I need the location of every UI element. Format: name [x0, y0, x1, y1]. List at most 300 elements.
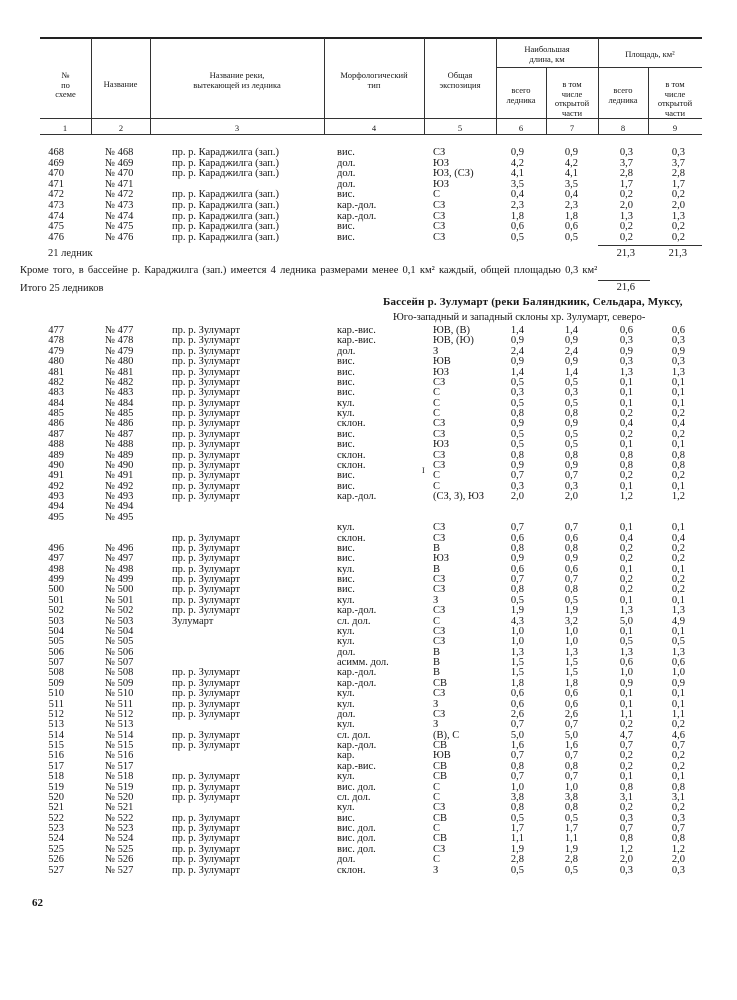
length-open: 1,9 — [564, 843, 578, 855]
exposure: С — [433, 387, 441, 399]
morph-type: вис. — [337, 387, 355, 399]
exposure: В — [433, 563, 441, 575]
morph-type: кар.-дол. — [337, 491, 377, 502]
river-name: пр. р. Караджилга (зап.) — [172, 147, 280, 158]
glacier-name: № 497 — [105, 553, 134, 565]
glacier-name: № 512 — [105, 708, 134, 720]
area-open: 1,3 — [671, 366, 685, 378]
area-total: 3,7 — [619, 157, 633, 169]
length-total: 4,1 — [510, 168, 524, 180]
glacier-name: № 502 — [105, 605, 134, 617]
exposure: (СЗ, З), ЮЗ — [433, 491, 485, 502]
glacier-number: 504 — [48, 625, 64, 637]
area-open: 0,3 — [671, 147, 685, 158]
length-open: 1,0 — [564, 636, 578, 648]
river-name: пр. р. Зулумарт — [172, 345, 240, 357]
morph-type: кар.-дол. — [337, 667, 377, 679]
exposure: СЗ — [433, 199, 446, 211]
morph-type: вис. — [337, 812, 355, 824]
area-open: 0,2 — [671, 719, 685, 731]
area-total: 0,9 — [619, 677, 633, 689]
area-total: 1,7 — [619, 178, 633, 190]
river-name: пр. р. Зулумарт — [172, 843, 240, 855]
glacier-count-label: 21 ледник — [48, 248, 93, 259]
length-total: 1,0 — [510, 781, 524, 793]
exposure: С — [433, 397, 441, 409]
glacier-name: № 495 — [105, 511, 134, 523]
length-total: 4,3 — [510, 615, 524, 627]
glacier-name: № 493 — [105, 491, 134, 502]
river-name: пр. р. Караджилга (зап.) — [172, 221, 280, 233]
glacier-number: 518 — [48, 771, 64, 783]
river-name: пр. р. Зулумарт — [172, 781, 240, 793]
header-area-open: в том числе открытой части — [657, 79, 693, 118]
area-open: 1,1 — [671, 708, 685, 720]
length-total: 0,8 — [510, 408, 524, 419]
length-open: 0,6 — [564, 688, 578, 700]
morph-type: вис. дол. — [337, 833, 376, 845]
area-total: 0,3 — [619, 356, 633, 368]
glacier-name: № 519 — [105, 781, 134, 793]
area-total: 1,3 — [619, 366, 633, 378]
area-open: 0,1 — [671, 397, 685, 409]
morph-type: склон. — [337, 418, 366, 430]
river-name: пр. р. Зулумарт — [172, 387, 240, 399]
length-open: 0,9 — [564, 335, 578, 347]
header-col-exposure: Общая экспозиция — [439, 70, 481, 90]
header-group-rule — [496, 67, 702, 68]
exposure: СЗ — [433, 605, 446, 617]
area-total: 0,1 — [619, 387, 633, 399]
exposure: СЗ — [433, 843, 446, 855]
morph-type: вис. — [337, 574, 355, 585]
length-total: 0,7 — [510, 719, 524, 731]
morph-type: вис. — [337, 221, 355, 233]
area-total: 4,7 — [619, 729, 633, 741]
exposure: СЗ — [433, 221, 446, 233]
glacier-name: № 509 — [105, 677, 134, 689]
glacier-name: № 472 — [105, 189, 134, 201]
area-total: 0,3 — [619, 147, 633, 158]
length-total: 1,3 — [510, 646, 524, 658]
area-total: 0,1 — [619, 563, 633, 575]
exposure: ЮЗ — [433, 157, 450, 169]
exposure: З — [433, 698, 439, 710]
length-open: 5,0 — [564, 729, 578, 741]
length-open: 0,5 — [564, 812, 578, 824]
length-open: 2,4 — [564, 345, 578, 357]
glacier-number: 487 — [48, 428, 64, 440]
length-total: 0,6 — [510, 688, 524, 700]
glacier-name: № 487 — [105, 428, 134, 440]
area-open: 0,6 — [671, 325, 685, 336]
morph-type: кул. — [337, 698, 355, 710]
length-total: 4,2 — [510, 157, 524, 169]
area-total: 1,0 — [619, 667, 633, 679]
glacier-name: № 479 — [105, 345, 134, 357]
glacier-name: № 475 — [105, 221, 134, 233]
exposure: З — [433, 594, 439, 606]
glacier-name: № 496 — [105, 542, 134, 554]
exposure: СЗ — [433, 532, 446, 544]
table-row — [0, 606, 737, 616]
glacier-number: 495 — [48, 511, 64, 523]
exposure: ЮЗ — [433, 366, 450, 378]
length-open: 2,6 — [564, 708, 578, 720]
glacier-number: 503 — [48, 615, 64, 627]
morph-type: кул. — [337, 594, 355, 606]
morph-type: дол. — [337, 157, 356, 169]
exposure: СЗ — [433, 428, 446, 440]
exposure: СЗ — [433, 708, 446, 720]
morph-type: вис. — [337, 428, 355, 440]
length-open: 1,4 — [564, 325, 578, 336]
river-name: пр. р. Зулумарт — [172, 418, 240, 430]
area-open: 1,7 — [671, 178, 685, 190]
length-total: 1,9 — [510, 843, 524, 855]
exposure: ЮЗ — [433, 439, 450, 451]
glacier-name: № 503 — [105, 615, 134, 627]
area-open: 0,1 — [671, 480, 685, 492]
grand-total-label: Итого 25 ледников — [20, 283, 104, 294]
table-row — [0, 689, 737, 699]
header-len-open: в том числе открытой части — [554, 79, 590, 118]
length-total: 0,9 — [510, 335, 524, 347]
exposure: ЮЗ, (СЗ) — [433, 168, 474, 180]
exposure: СЗ — [433, 688, 446, 700]
glacier-number: 486 — [48, 418, 64, 430]
length-open: 0,8 — [564, 408, 578, 419]
length-total: 0,5 — [510, 864, 524, 876]
glacier-name: № 470 — [105, 168, 134, 180]
length-open: 0,6 — [564, 698, 578, 710]
river-name: пр. р. Зулумарт — [172, 729, 240, 741]
length-total: 0,5 — [510, 594, 524, 606]
morph-type: кул. — [337, 636, 355, 648]
exposure: СЗ — [433, 147, 446, 158]
exposure: З — [433, 345, 439, 357]
area-total: 0,7 — [619, 740, 633, 751]
glacier-name: № 498 — [105, 563, 134, 575]
glacier-name: № 505 — [105, 636, 134, 648]
exposure: В — [433, 542, 441, 554]
area-total: 0,2 — [619, 750, 633, 762]
glacier-name: № 527 — [105, 864, 134, 876]
header-col-number: № по схеме — [55, 70, 76, 99]
area-total: 0,7 — [619, 823, 633, 834]
exposure: СВ — [433, 833, 448, 845]
morph-type: дол. — [337, 178, 356, 190]
glacier-number: 509 — [48, 677, 64, 689]
length-open: 3,8 — [564, 791, 578, 803]
header-area-total: всего ледника — [608, 85, 638, 105]
river-name: пр. р. Караджилга (зап.) — [172, 231, 280, 243]
area-total: 1,3 — [619, 605, 633, 617]
glacier-name: № 469 — [105, 157, 134, 169]
length-open: 0,8 — [564, 449, 578, 461]
area-open: 0,1 — [671, 563, 685, 575]
glacier-name: № 504 — [105, 625, 134, 637]
length-total: 1,4 — [510, 325, 524, 336]
area-open: 0,7 — [671, 740, 685, 751]
morph-type: вис. — [337, 376, 355, 388]
area-total: 1,2 — [619, 491, 633, 502]
morph-type: дол. — [337, 646, 356, 658]
glacier-name: № 524 — [105, 833, 134, 845]
river-name: пр. р. Зулумарт — [172, 459, 240, 471]
area-open: 0,2 — [671, 221, 685, 233]
morph-type: дол. — [337, 168, 356, 180]
glacier-number: 469 — [48, 157, 64, 169]
river-name: пр. р. Зулумарт — [172, 470, 240, 482]
glacier-number: 470 — [48, 168, 64, 180]
length-total: 5,0 — [510, 729, 524, 741]
length-open: 1,1 — [564, 833, 578, 845]
area-total: 0,2 — [619, 553, 633, 565]
area-total: 1,1 — [619, 708, 633, 720]
area-open: 0,8 — [671, 833, 685, 845]
glacier-number: 524 — [48, 833, 64, 845]
glacier-number: 505 — [48, 636, 64, 648]
length-total: 0,7 — [510, 750, 524, 762]
area-open: 0,4 — [671, 418, 685, 430]
morph-type: вис. — [337, 584, 355, 596]
exposure: СЗ — [433, 418, 446, 430]
margin-mark: I — [422, 466, 425, 475]
glacier-number: 473 — [48, 199, 64, 211]
glacier-name: № 477 — [105, 325, 134, 336]
exposure: (В), С — [433, 729, 460, 741]
morph-type: вис. — [337, 366, 355, 378]
glacier-number: 482 — [48, 376, 64, 388]
length-total: 0,3 — [510, 480, 524, 492]
length-total: 0,7 — [510, 522, 524, 534]
river-name: пр. р. Зулумарт — [172, 771, 240, 783]
length-open: 3,5 — [564, 178, 578, 190]
length-total: 0,6 — [510, 698, 524, 710]
exposure: С — [433, 470, 441, 482]
area-total: 0,2 — [619, 802, 633, 814]
length-total: 1,9 — [510, 605, 524, 617]
length-open: 0,6 — [564, 563, 578, 575]
exposure: СЗ — [433, 584, 446, 596]
glacier-name: № 468 — [105, 147, 134, 158]
river-name: пр. р. Зулумарт — [172, 864, 240, 876]
glacier-name: № 485 — [105, 408, 134, 419]
length-open: 0,7 — [564, 470, 578, 482]
morph-type: кул. — [337, 688, 355, 700]
header-length-group: Наибольшая длина, км — [524, 44, 570, 64]
morph-type: кар.-дол. — [337, 740, 377, 751]
length-open: 0,6 — [564, 532, 578, 544]
exposure: СЗ — [433, 522, 446, 534]
area-open: 0,1 — [671, 771, 685, 783]
glacier-number: 519 — [48, 781, 64, 793]
table-row — [0, 866, 737, 876]
table-row — [0, 357, 737, 367]
river-name: пр. р. Караджилга (зап.) — [172, 210, 280, 222]
river-name: пр. р. Зулумарт — [172, 574, 240, 585]
area-open: 0,2 — [671, 189, 685, 201]
length-total: 0,9 — [510, 553, 524, 565]
area-total: 0,2 — [619, 574, 633, 585]
area-open: 0,3 — [671, 864, 685, 876]
glacier-name: № 514 — [105, 729, 134, 741]
area-open: 0,8 — [671, 449, 685, 461]
table-row — [0, 440, 737, 450]
area-total: 2,0 — [619, 854, 633, 866]
length-open: 0,7 — [564, 771, 578, 783]
area-total: 0,2 — [619, 408, 633, 419]
glacier-name: № 473 — [105, 199, 134, 211]
glacier-name: № 478 — [105, 335, 134, 347]
exposure: СЗ — [433, 459, 446, 471]
area-open: 0,2 — [671, 574, 685, 585]
length-total: 0,8 — [510, 449, 524, 461]
length-open: 0,8 — [564, 760, 578, 772]
header-bottom-rule — [40, 134, 702, 135]
glacier-number: 484 — [48, 397, 64, 409]
column-number: 2 — [118, 123, 124, 133]
area-total: 0,3 — [619, 335, 633, 347]
exposure: ЮЗ — [433, 178, 450, 190]
glacier-name: № 523 — [105, 823, 134, 834]
area-open: 1,3 — [671, 210, 685, 222]
area-total: 0,5 — [619, 636, 633, 648]
length-open: 0,7 — [564, 574, 578, 585]
glacier-name: № 522 — [105, 812, 134, 824]
morph-type: вис. — [337, 231, 355, 243]
area-open: 4,9 — [671, 615, 685, 627]
table-row — [0, 523, 737, 533]
morph-type: кул. — [337, 625, 355, 637]
area-open: 3,1 — [671, 791, 685, 803]
header-top-rule — [40, 37, 702, 39]
area-open: 0,2 — [671, 553, 685, 565]
morph-type: кул. — [337, 397, 355, 409]
column-number: 4 — [371, 123, 377, 133]
river-name: пр. р. Зулумарт — [172, 584, 240, 596]
river-name: пр. р. Зулумарт — [172, 605, 240, 617]
area-open: 0,1 — [671, 522, 685, 534]
area-total: 0,2 — [619, 221, 633, 233]
exposure: СВ — [433, 677, 448, 689]
glacier-number: 489 — [48, 449, 64, 461]
morph-type: кар.-вис. — [337, 760, 376, 772]
length-total: 1,8 — [510, 677, 524, 689]
length-open: 0,5 — [564, 428, 578, 440]
length-open: 1,6 — [564, 740, 578, 751]
area-open: 0,3 — [671, 335, 685, 347]
morph-type: вис. — [337, 147, 355, 158]
length-open: 1,7 — [564, 823, 578, 834]
length-total: 1,1 — [510, 833, 524, 845]
area-open: 0,7 — [671, 823, 685, 834]
area-open: 0,5 — [671, 636, 685, 648]
river-name: пр. р. Зулумарт — [172, 356, 240, 368]
glacier-name: № 481 — [105, 366, 134, 378]
length-total: 0,7 — [510, 771, 524, 783]
area-total: 0,9 — [619, 345, 633, 357]
river-name: пр. р. Зулумарт — [172, 740, 240, 751]
glacier-number: 488 — [48, 439, 64, 451]
length-total: 0,6 — [510, 221, 524, 233]
length-open: 1,5 — [564, 657, 578, 668]
length-total: 0,5 — [510, 812, 524, 824]
glacier-number: 483 — [48, 387, 64, 399]
length-total: 1,5 — [510, 667, 524, 679]
section2-table-body — [0, 326, 737, 876]
length-total: 0,9 — [510, 418, 524, 430]
area-open: 0,3 — [671, 812, 685, 824]
morph-type: склон. — [337, 864, 366, 876]
exposure: С — [433, 408, 441, 419]
glacier-number: 497 — [48, 553, 64, 565]
length-open: 1,5 — [564, 667, 578, 679]
river-name: пр. р. Зулумарт — [172, 594, 240, 606]
exposure: СЗ — [433, 210, 446, 222]
glacier-number: 471 — [48, 178, 64, 190]
exposure: СВ — [433, 771, 448, 783]
exposure: С — [433, 615, 441, 627]
morph-type: кул. — [337, 719, 355, 731]
river-name: пр. р. Зулумарт — [172, 542, 240, 554]
length-total: 1,5 — [510, 657, 524, 668]
morph-type: дол. — [337, 708, 356, 720]
glacier-name: № 486 — [105, 418, 134, 430]
glacier-number: 479 — [48, 345, 64, 357]
morph-type: кар. — [337, 750, 355, 762]
morph-type: кар.-дол. — [337, 199, 377, 211]
glacier-number: 521 — [48, 802, 64, 814]
exposure: СВ — [433, 812, 448, 824]
area-open: 0,9 — [671, 345, 685, 357]
morph-type: вис. дол. — [337, 843, 376, 855]
morph-type: вис. — [337, 356, 355, 368]
total-area: 21,3 — [616, 248, 635, 259]
morph-type: кар.-вис. — [337, 325, 376, 336]
table-row — [0, 148, 737, 159]
exposure: С — [433, 823, 441, 834]
glacier-number: 492 — [48, 480, 64, 492]
morph-type: вис. — [337, 480, 355, 492]
morph-type: вис. — [337, 470, 355, 482]
glacier-name: № 471 — [105, 178, 134, 190]
length-total: 0,7 — [510, 470, 524, 482]
glacier-name: № 482 — [105, 376, 134, 388]
area-total: 1,2 — [619, 843, 633, 855]
morph-type: сл. дол. — [337, 615, 371, 627]
exposure: СЗ — [433, 636, 446, 648]
page-number: 62 — [32, 897, 43, 909]
glacier-name: № 500 — [105, 584, 134, 596]
area-total: 0,1 — [619, 480, 633, 492]
glacier-name: № 525 — [105, 843, 134, 855]
area-total: 0,8 — [619, 781, 633, 793]
glacier-number: 512 — [48, 708, 64, 720]
header-col-river: Название реки, вытекающей из ледника — [193, 70, 281, 90]
area-total: 0,2 — [619, 428, 633, 440]
glacier-name: № 520 — [105, 791, 134, 803]
river-name: пр. р. Зулумарт — [172, 439, 240, 451]
length-total: 0,8 — [510, 542, 524, 554]
column-number: 7 — [569, 123, 575, 133]
note-text: Кроме того, в бассейне р. Караджилга (зап.) имеется 4 ледника размерами менее 0,1 км² каждый, общей площадью 0,3 км² — [20, 265, 598, 276]
area-open: 0,8 — [671, 459, 685, 471]
length-open: 3,2 — [564, 615, 578, 627]
area-open: 0,2 — [671, 470, 685, 482]
area-total: 3,1 — [619, 791, 633, 803]
